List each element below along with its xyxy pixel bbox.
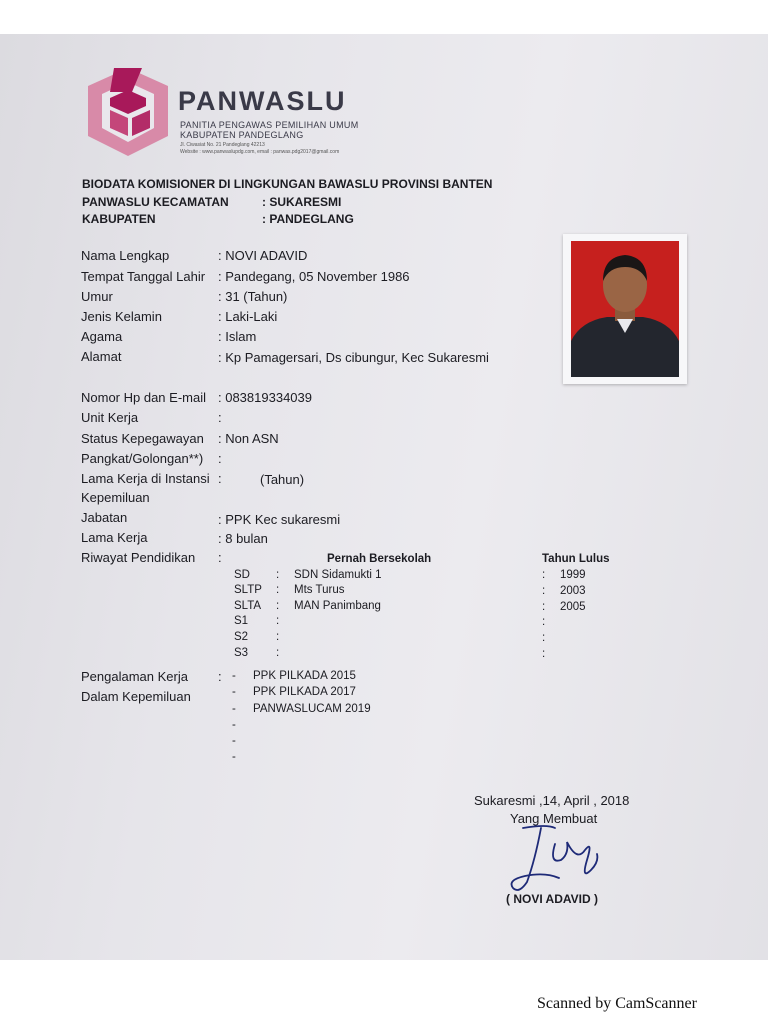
signature-made-by: Yang Membuat bbox=[510, 811, 598, 826]
experience-bullet: - bbox=[232, 703, 236, 715]
field-value: : NOVI ADAVID bbox=[218, 248, 308, 263]
brand-address: Jl. Ciwasiat No. 21 Pandeglang 42213 bbox=[180, 142, 265, 148]
edu-year: 1999 bbox=[560, 569, 586, 581]
edu-colon: : bbox=[542, 569, 546, 581]
field-label: Nomor Hp dan E-mail bbox=[81, 390, 206, 405]
field-label: Pangkat/Golongan**) bbox=[81, 451, 204, 466]
field-label: Nama Lengkap bbox=[81, 248, 170, 263]
panwaslu-logo-icon bbox=[80, 66, 176, 158]
doc-title: BIODATA KOMISIONER DI LINGKUNGAN BAWASLU PROVINSI BANTEN bbox=[82, 177, 493, 191]
title-kecamatan-label: PANWASLU KECAMATAN bbox=[82, 195, 229, 209]
edu-colon: : bbox=[542, 601, 546, 613]
experience-label: Dalam Kepemiluan bbox=[81, 689, 191, 704]
experience-item: PANWASLUCAM 2019 bbox=[253, 703, 371, 715]
field-label: Riwayat Pendidikan bbox=[81, 550, 196, 565]
edu-year: 2005 bbox=[560, 601, 586, 613]
field-label: Umur bbox=[81, 289, 113, 304]
edu-level: S1 bbox=[234, 615, 249, 627]
brand-line2: KABUPATEN PANDEGLANG bbox=[180, 130, 304, 140]
edu-colon: : bbox=[276, 615, 280, 627]
brand-name: PANWASLU bbox=[178, 86, 347, 116]
field-label: Agama bbox=[81, 329, 123, 344]
field-value: : 083819334039 bbox=[218, 390, 312, 405]
edu-level: S3 bbox=[234, 647, 249, 659]
field-value: : Kp Pamagersari, Ds cibungur, Kec Sukaresmi bbox=[218, 350, 489, 365]
title-kabupaten-label: KABUPATEN bbox=[82, 212, 156, 226]
experience-bullet: - bbox=[232, 686, 236, 698]
field-label: Jabatan bbox=[81, 510, 128, 525]
field-label: Alamat bbox=[81, 349, 122, 364]
document-sheet bbox=[0, 34, 768, 960]
field-label: Status Kepegawayan bbox=[81, 431, 204, 446]
field-label: Kepemiluan bbox=[81, 490, 150, 505]
edu-colon: : bbox=[276, 569, 280, 581]
field-value: : Islam bbox=[218, 329, 257, 344]
field-value: : Laki-Laki bbox=[218, 309, 278, 324]
scanner-watermark: Scanned by CamScanner bbox=[537, 995, 697, 1012]
experience-colon: : bbox=[218, 669, 222, 684]
experience-label: Pengalaman Kerja bbox=[81, 669, 188, 684]
lama-kerja-tahun: (Tahun) bbox=[260, 472, 305, 487]
title-kabupaten-value: : PANDEGLANG bbox=[262, 212, 354, 226]
edu-level: S2 bbox=[234, 631, 249, 643]
field-label: Lama Kerja di Instansi bbox=[81, 471, 210, 486]
edu-colon: : bbox=[542, 616, 546, 628]
edu-colon: : bbox=[542, 648, 546, 660]
edu-school: Mts Turus bbox=[294, 584, 345, 596]
field-value: : bbox=[218, 410, 222, 425]
experience-item: PPK PILKADA 2015 bbox=[253, 670, 356, 682]
brand-website: Website : www.panwaslupdg.com, email : panwas.pdg2017@gmail.com bbox=[180, 149, 340, 155]
field-value: : PPK Kec sukaresmi bbox=[218, 512, 341, 527]
edu-level: SLTP bbox=[234, 584, 262, 596]
field-value: : bbox=[218, 550, 222, 565]
edu-header-school: Pernah Bersekolah bbox=[327, 553, 432, 565]
field-label: Unit Kerja bbox=[81, 410, 139, 425]
signature-place-date: Sukaresmi ,14, April , 2018 bbox=[474, 793, 630, 808]
brand-line1: PANITIA PENGAWAS PEMILIHAN UMUM bbox=[180, 120, 359, 130]
edu-header-year: Tahun Lulus bbox=[542, 553, 610, 565]
field-label: Lama Kerja bbox=[81, 530, 148, 545]
field-value: : bbox=[218, 451, 222, 466]
experience-bullet: - bbox=[232, 751, 236, 763]
experience-bullet: - bbox=[232, 735, 236, 747]
signature-name: ( NOVI ADAVID ) bbox=[506, 892, 598, 906]
edu-colon: : bbox=[542, 632, 546, 644]
field-value: : Non ASN bbox=[218, 431, 279, 446]
experience-bullet: - bbox=[232, 670, 236, 682]
edu-school: SDN Sidamukti 1 bbox=[294, 569, 382, 581]
field-label: Tempat Tanggal Lahir bbox=[81, 269, 206, 284]
experience-item: PPK PILKADA 2017 bbox=[253, 686, 356, 698]
edu-level: SLTA bbox=[234, 600, 262, 612]
edu-colon: : bbox=[276, 631, 280, 643]
edu-level: SD bbox=[234, 569, 250, 581]
title-kecamatan-value: : SUKARESMI bbox=[262, 195, 342, 209]
experience-bullet: - bbox=[232, 719, 236, 731]
field-value: : Pandegang, 05 November 1986 bbox=[218, 269, 410, 284]
edu-year: 2003 bbox=[560, 585, 586, 597]
field-value: : bbox=[218, 471, 222, 486]
profile-photo bbox=[563, 234, 687, 384]
handwritten-signature-icon bbox=[505, 820, 605, 900]
person-photo-icon bbox=[571, 241, 679, 377]
edu-colon: : bbox=[542, 585, 546, 597]
edu-school: MAN Panimbang bbox=[294, 600, 381, 612]
edu-colon: : bbox=[276, 600, 280, 612]
field-value: : 8 bulan bbox=[218, 531, 268, 546]
edu-colon: : bbox=[276, 584, 280, 596]
field-value: : 31 (Tahun) bbox=[218, 289, 288, 304]
field-label: Jenis Kelamin bbox=[81, 309, 162, 324]
edu-colon: : bbox=[276, 647, 280, 659]
